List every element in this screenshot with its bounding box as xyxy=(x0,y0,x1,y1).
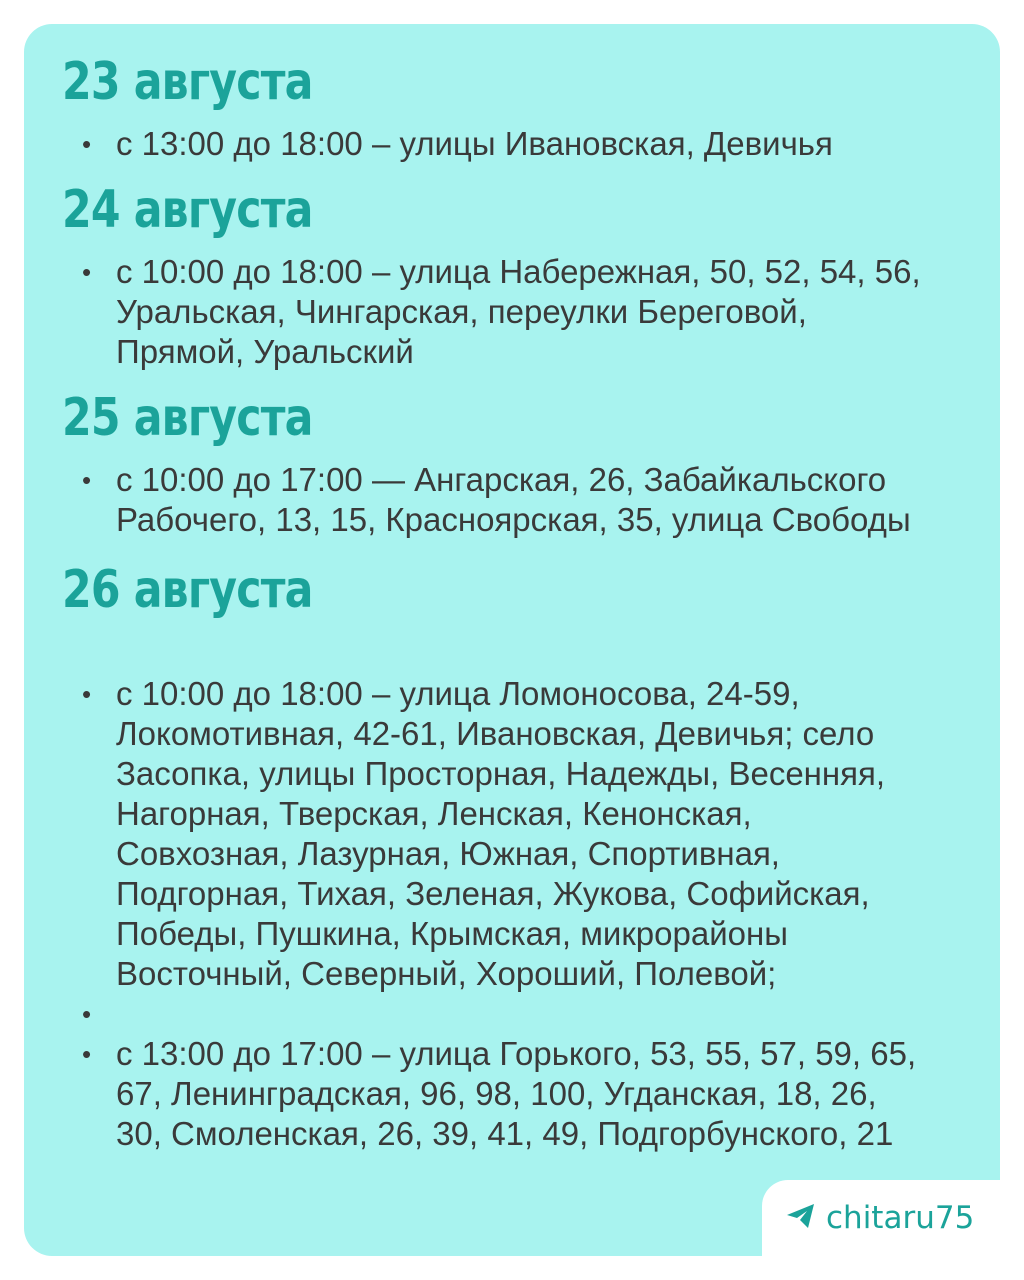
list-item: • с 13:00 до 18:00 – улицы Ивановская, Девичья xyxy=(62,124,972,164)
list-item: • с 10:00 до 18:00 – улица Ломоносова, 24-59, Локомотивная, 42-61, Ивановская, Девичья; село Засопка, улицы Просторная, Надежды, Весенняя, Нагорная, Тверская, Ленская, Кенонская, Совхозная, Лазурная, Южная, Спортивная, Подгорная, Тихая, Зеленая, Жукова, Софийская, Победы, Пушкина, Крымская, микрорайоны Восточный, Северный, Хороший, Полевой; xyxy=(62,674,972,994)
schedule-content xyxy=(62,50,972,1154)
entry-list xyxy=(62,124,972,164)
day-heading: 23 августа xyxy=(62,52,313,112)
day-heading: 26 августа xyxy=(62,560,313,620)
channel-badge[interactable] xyxy=(762,1180,1024,1280)
day-heading: 24 августа xyxy=(62,180,313,240)
day-heading: 25 августа xyxy=(62,388,313,448)
telegram-icon xyxy=(786,1203,816,1234)
list-item: • с 10:00 до 18:00 – улица Набережная, 50, 52, 54, 56, Уральская, Чингарская, переулки Береговой, Прямой, Уральский xyxy=(62,252,972,372)
day-section xyxy=(62,558,972,1154)
entry-list xyxy=(62,674,972,1154)
list-item: • с 13:00 до 17:00 – улица Горького, 53, 55, 57, 59, 65, 67, Ленинградская, 96, 98, 100, Угданская, 18, 26, 30, Смоленская, 26, 39, 41, 49, Подгорбунского, 21 xyxy=(62,1034,972,1154)
list-item xyxy=(62,994,972,1034)
day-section xyxy=(62,50,972,164)
entry-list xyxy=(62,252,972,372)
day-section xyxy=(62,178,972,372)
channel-name: chitaru75 xyxy=(826,1200,975,1236)
list-item: • с 10:00 до 17:00 — Ангарская, 26, Забайкальского Рабочего, 13, 15, Красноярская, 35, улица Свободы xyxy=(62,460,972,540)
day-section xyxy=(62,386,972,540)
channel-badge-inner xyxy=(786,1198,974,1238)
entry-list xyxy=(62,460,972,540)
